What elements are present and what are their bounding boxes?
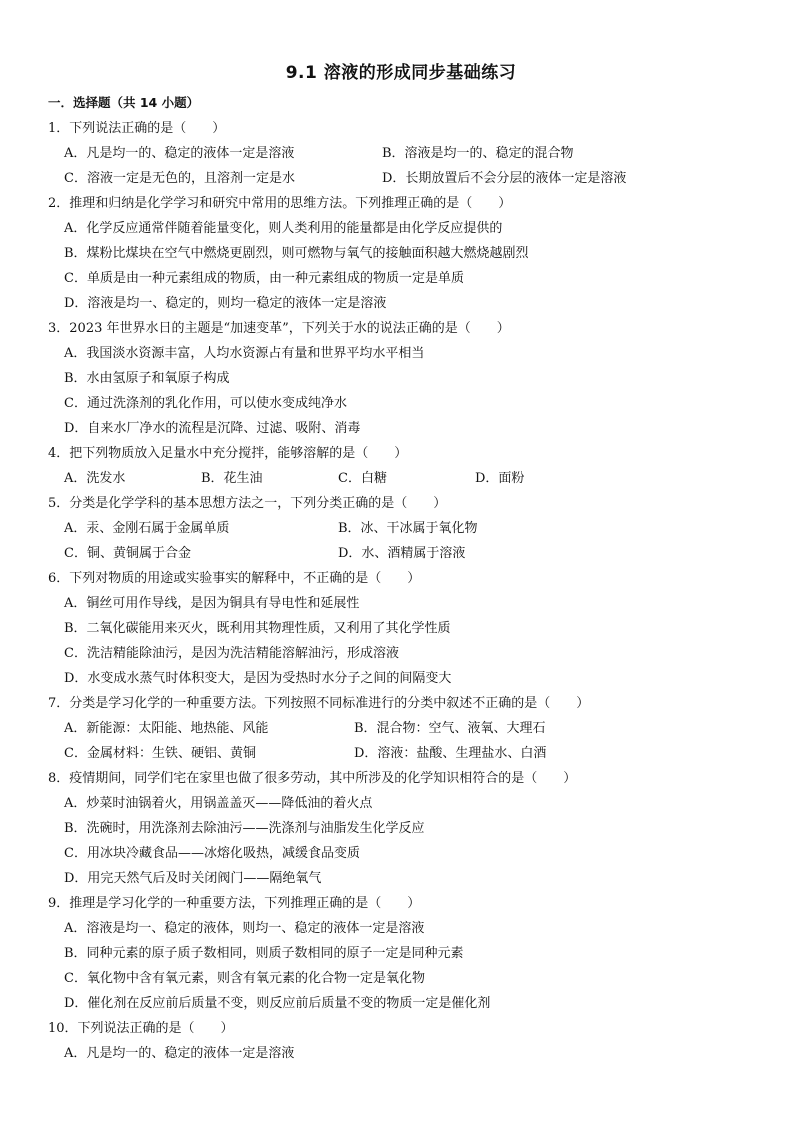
question-9: [48, 891, 748, 1016]
page-title: 9.1 溶液的形成同步基础练习: [285, 63, 517, 83]
option-b: B．水由氢原子和氧原子构成: [64, 371, 230, 386]
question-stem: 4．把下列物质放入足量水中充分搅拌，能够溶解的是（ ）: [48, 446, 408, 461]
option-b: B．溶液是均一的、稳定的混合物: [382, 146, 574, 161]
section-heading: 一．选择题（共 14 小题）: [48, 95, 200, 110]
option-c: C．用冰块冷藏食品——冰熔化吸热，减缓食品变质: [64, 846, 360, 861]
option-row: [64, 541, 748, 566]
option-b: B．二氧化碳能用来灭火，既利用其物理性质，又利用了其化学性质: [64, 621, 451, 636]
question-stem: 9．推理是学习化学的一种重要方法，下列推理正确的是（ ）: [48, 896, 421, 911]
option-b: B．煤粉比煤块在空气中燃烧更剧烈，则可燃物与氧气的接触面积越大燃烧越剧烈: [64, 246, 529, 261]
option-d: D．溶液是均一、稳定的，则均一稳定的液体一定是溶液: [64, 296, 387, 311]
option-a: A．铜丝可用作导线，是因为铜具有导电性和延展性: [64, 596, 360, 611]
option-row: [64, 166, 748, 191]
option-c: C．白糖: [338, 471, 387, 486]
option-b: B．混合物：空气、液氧、大理石: [354, 721, 546, 736]
option-a: A．新能源：太阳能、地热能、风能: [64, 721, 269, 736]
option-d: D．面粉: [475, 471, 525, 486]
question-4: [48, 441, 748, 491]
question-7: [48, 691, 748, 766]
option-c: C．单质是由一种元素组成的物质，由一种元素组成的物质一定是单质: [64, 271, 464, 286]
option-c: C．铜、黄铜属于合金: [64, 546, 191, 561]
option-d: D．催化剂在反应前后质量不变，则反应前后质量不变的物质一定是催化剂: [64, 996, 491, 1011]
option-a: A．凡是均一的、稳定的液体一定是溶液: [64, 1046, 295, 1061]
option-row: [64, 741, 748, 766]
question-10: [48, 1016, 748, 1066]
option-row: [64, 716, 748, 741]
question-1: [48, 116, 748, 191]
option-a: A．汞、金刚石属于金属单质: [64, 521, 230, 536]
question-stem: 2．推理和归纳是化学学习和研究中常用的思维方法。下列推理正确的是（ ）: [48, 196, 512, 211]
option-a: A．我国淡水资源丰富，人均水资源占有量和世界平均水平相当: [64, 346, 425, 361]
option-d: D．水变成水蒸气时体积变大，是因为受热时水分子之间的间隔变大: [64, 671, 452, 686]
option-d: D．水、酒精属于溶液: [338, 546, 466, 561]
question-2: [48, 191, 748, 316]
option-b: B．洗碗时，用洗涤剂去除油污——洗涤剂与油脂发生化学反应: [64, 821, 425, 836]
question-stem: 1．下列说法正确的是（ ）: [48, 121, 226, 136]
option-d: D．溶液：盐酸、生理盐水、白酒: [354, 746, 547, 761]
option-c: C．通过洗涤剂的乳化作用，可以使水变成纯净水: [64, 396, 347, 411]
question-8: [48, 766, 748, 891]
option-d: D．用完天然气后及时关闭阀门——隔绝氧气: [64, 871, 322, 886]
question-6: [48, 566, 748, 691]
option-a: A．化学反应通常伴随着能量变化，则人类利用的能量都是由化学反应提供的: [64, 221, 503, 236]
option-c: C．氧化物中含有氧元素，则含有氧元素的化合物一定是氧化物: [64, 971, 425, 986]
option-d: D．长期放置后不会分层的液体一定是溶液: [382, 171, 627, 186]
option-a: A．洗发水: [64, 471, 126, 486]
option-b: B．冰、干冰属于氧化物: [338, 521, 478, 536]
option-row: [64, 516, 748, 541]
question-stem: 3．2023 年世界水日的主题是“加速变革”，下列关于水的说法正确的是（ ）: [48, 321, 510, 336]
question-5: [48, 491, 748, 566]
question-stem: 7．分类是学习化学的一种重要方法。下列按照不同标准进行的分类中叙述不正确的是（ ）: [48, 696, 590, 711]
option-b: B．花生油: [201, 471, 263, 486]
question-stem: 8．疫情期间，同学们宅在家里也做了很多劳动，其中所涉及的化学知识相符合的是（ ）: [48, 771, 577, 786]
option-d: D．自来水厂净水的流程是沉降、过滤、吸附、消毒: [64, 421, 361, 436]
question-stem: 5．分类是化学学科的基本思想方法之一，下列分类正确的是（ ）: [48, 496, 447, 511]
question-stem: 10．下列说法正确的是（ ）: [48, 1021, 234, 1036]
option-a: A．炒菜时油锅着火，用锅盖盖灭——降低油的着火点: [64, 796, 373, 811]
question-3: [48, 316, 748, 441]
option-row: [64, 466, 748, 491]
question-list: [48, 116, 748, 1066]
option-b: B．同种元素的原子质子数相同，则质子数相同的原子一定是同种元素: [64, 946, 464, 961]
option-row: [64, 141, 748, 166]
option-a: A．凡是均一的、稳定的液体一定是溶液: [64, 146, 295, 161]
option-a: A．溶液是均一、稳定的液体，则均一、稳定的液体一定是溶液: [64, 921, 425, 936]
question-stem: 6．下列对物质的用途或实验事实的解释中，不正确的是（ ）: [48, 571, 421, 586]
option-c: C．洗洁精能除油污，是因为洗洁精能溶解油污，形成溶液: [64, 646, 399, 661]
option-c: C．溶液一定是无色的，且溶剂一定是水: [64, 171, 295, 186]
option-c: C．金属材料：生铁、硬铝、黄铜: [64, 746, 256, 761]
